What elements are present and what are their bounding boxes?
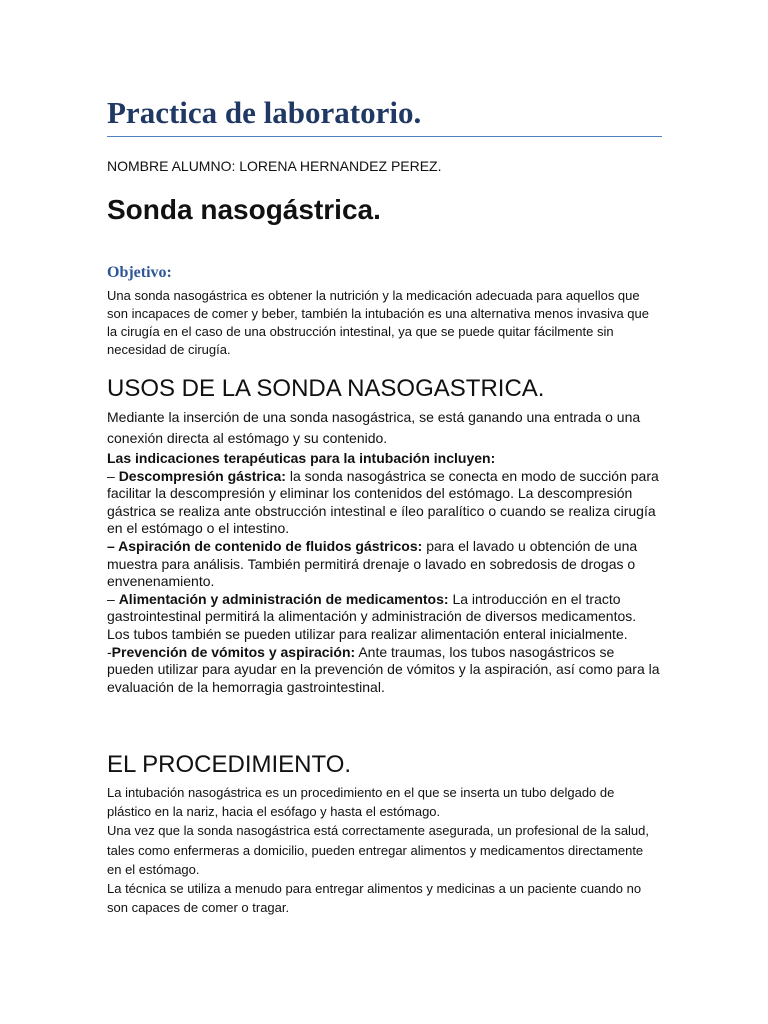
indication-text: La introducción en el tracto gastrointestinal permitirá la alimentación y administración de diversos medicamentos. Los tubos también se pueden utilizar para realizar alimentación enteral inicialmente.	[107, 590, 637, 642]
indications-section	[107, 450, 662, 696]
procedimiento-section	[107, 783, 657, 917]
indication-term: – Aspiración de contenido de fluidos gástricos:	[107, 537, 423, 554]
document-title: Practica de laboratorio.	[107, 95, 422, 130]
indication-item	[107, 468, 662, 538]
objetivo-heading: Objetivo:	[107, 264, 172, 281]
indications-heading	[107, 450, 662, 468]
procedimiento-paragraph: La intubación nasogástrica es un procedimiento en el que se inserta un tubo delgado de plástico en la nariz, hacia el esófago y hasta el estómago.	[107, 785, 615, 820]
indication-prefix: -	[107, 643, 112, 660]
indication-text: la sonda nasogástrica se conecta en modo de succión para facilitar la descompresión y eliminar los contenidos del estómago. La descompresión gástrica se realiza ante obstrucción intestinal e íleo paralítico o cuando se realiza cirugía en el estómago o el intestino.	[107, 467, 659, 537]
indication-term: Descompresión gástrica:	[118, 467, 286, 484]
indication-term: Alimentación y administración de medicamentos:	[118, 590, 449, 607]
title-underline-rule	[107, 136, 662, 137]
student-name-line: NOMBRE ALUMNO: LORENA HERNANDEZ PEREZ.	[107, 158, 442, 174]
indication-prefix: –	[107, 590, 119, 607]
usos-intro-paragraph: Mediante la inserción de una sonda nasogástrica, se está ganando una entrada o una conexión directa al estómago y su contenido.	[107, 409, 641, 446]
indication-item	[107, 644, 662, 697]
indication-text: Ante traumas, los tubos nasogástricos se pueden utilizar para ayudar en la prevención de vómitos y la aspiración, así como para la evaluación de la hemorragia gastrointestinal.	[107, 643, 660, 695]
procedimiento-paragraph: Una vez que la sonda nasogástrica está correctamente asegurada, un profesional de la salud, tales como enfermeras a domicilio, pueden entregar alimentos y medicamentos directamente en el estómago.	[107, 823, 650, 877]
main-heading: Sonda nasogástrica.	[107, 194, 381, 225]
objetivo-paragraph: Una sonda nasogástrica es obtener la nutrición y la medicación adecuada para aquellos que son incapaces de comer y beber, también la intubación es una alternativa menos invasiva que la cirugía en el caso de una obstrucción intestinal, ya que se puede quitar fácilmente sin necesidad de cirugía.	[107, 288, 649, 357]
indication-text: para el lavado u obtención de una muestra para análisis. También permitirá drenaje o lavado en sobredosis de drogas o envenenamiento.	[107, 537, 638, 590]
indication-item	[107, 591, 662, 644]
usos-heading: USOS DE LA SONDA NASOGASTRICA.	[107, 375, 545, 402]
procedimiento-paragraph: La técnica se utiliza a menudo para entregar alimentos y medicinas a un paciente cuando no son capaces de comer o tragar.	[107, 881, 642, 916]
indication-term: Prevención de vómitos y aspiración:	[111, 643, 356, 660]
indication-prefix: –	[107, 467, 119, 484]
indication-item	[107, 538, 662, 591]
indications-heading-text: Las indicaciones terapéuticas para la intubación incluyen:	[107, 450, 496, 466]
procedimiento-heading: EL PROCEDIMIENTO.	[107, 751, 352, 778]
